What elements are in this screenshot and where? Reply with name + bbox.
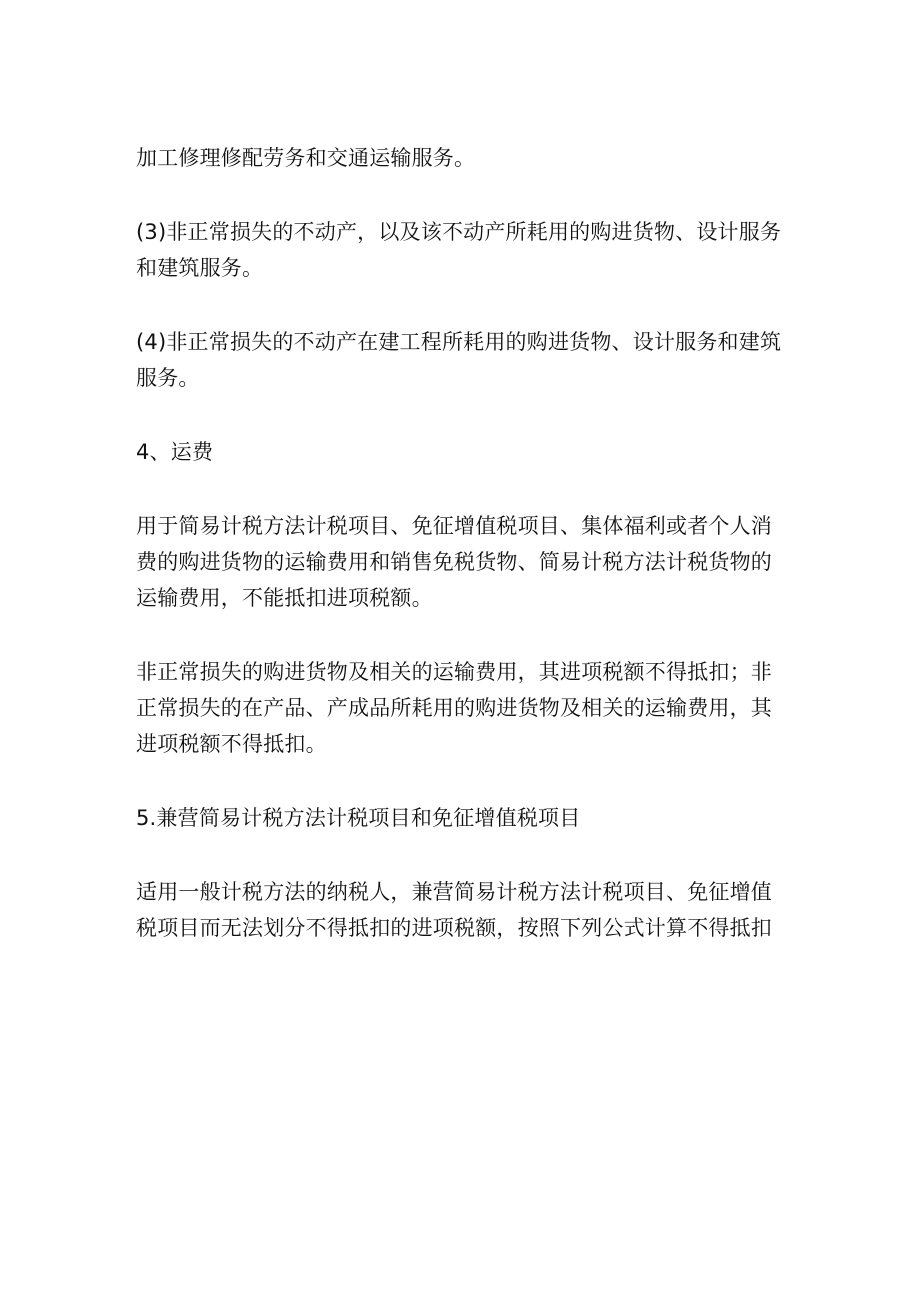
paragraph-service-continuation: 加工修理修配劳务和交通运输服务。 [136, 146, 476, 170]
paragraph-item-3: (3)非正常损失的不动产，以及该不动产所耗用的购进货物、设计服务和建筑服务。 [136, 220, 782, 280]
paragraph-abnormal-loss-freight: 非正常损失的购进货物及相关的运输费用，其进项税额不得抵扣；非正常损失的在产品、产成品所耗用的购进货物及相关的运输费用，其进项税额不得抵扣。 [136, 660, 772, 756]
paragraph-mixed-operations-rule: 适用一般计税方法的纳税人，兼营简易计税方法计税项目、免征增值税项目而无法划分不得抵扣的进项税额，按照下列公式计算不得抵扣 [136, 880, 772, 940]
paragraph-freight-rule: 用于简易计税方法计税项目、免征增值税项目、集体福利或者个人消费的购进货物的运输费用和销售免税货物、简易计税方法计税货物的运输费用，不能抵扣进项税额。 [136, 514, 772, 610]
section-heading-mixed-operations: 5.兼营简易计税方法计税项目和免征增值税项目 [136, 806, 581, 830]
section-heading-freight: 4、运费 [136, 440, 214, 464]
paragraph-item-4: (4)非正常损失的不动产在建工程所耗用的购进货物、设计服务和建筑服务。 [136, 330, 782, 390]
document-body [136, 140, 788, 946]
